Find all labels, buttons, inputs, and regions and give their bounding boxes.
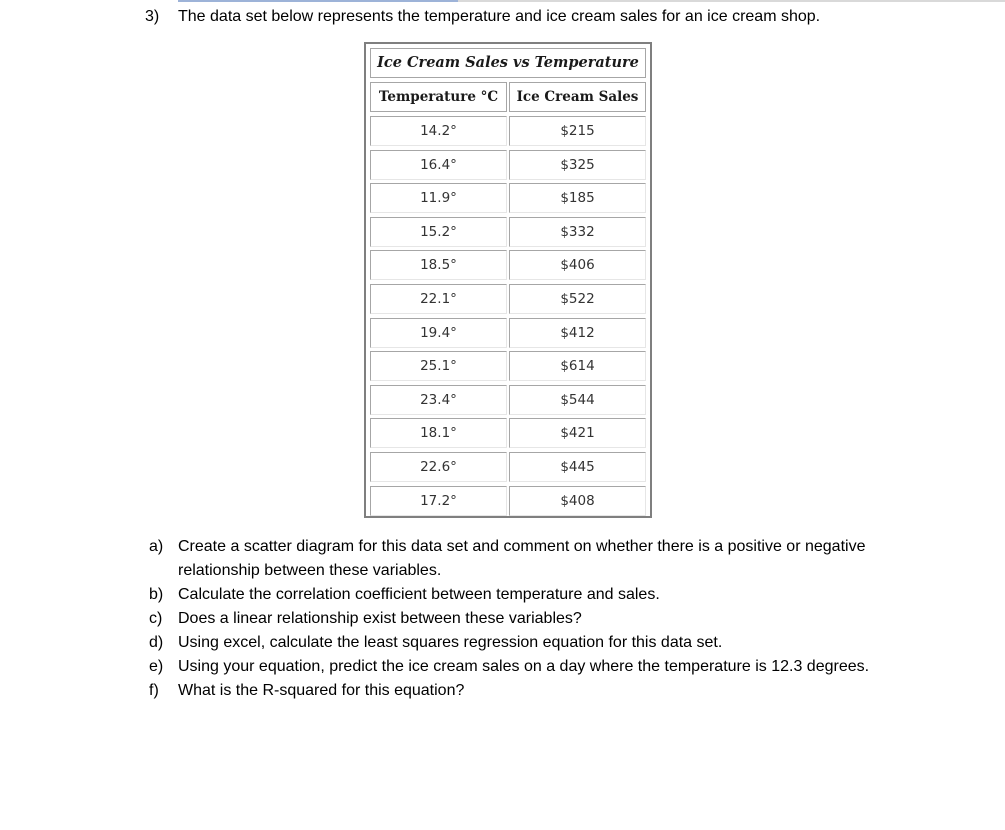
sales-cell: $421	[509, 418, 646, 448]
sales-cell: $325	[509, 150, 646, 180]
temperature-cell: 15.2°	[370, 217, 507, 247]
data-table	[364, 42, 652, 518]
subquestion-item	[149, 655, 909, 679]
table-row	[366, 450, 650, 484]
sales-cell: $215	[509, 116, 646, 146]
table-row	[366, 416, 650, 450]
question-number: 3)	[145, 8, 160, 25]
temperature-cell: 19.4°	[370, 318, 507, 348]
table-body	[366, 114, 650, 517]
subquestion-label: e)	[149, 658, 164, 675]
table-row	[366, 114, 650, 148]
subquestion-label: b)	[149, 586, 164, 603]
question-text: The data set below represents the temperature and ice cream sales for an ice cream shop.	[178, 8, 821, 25]
sales-cell: $185	[509, 183, 646, 213]
subquestion-item	[149, 583, 909, 607]
temperature-cell: 17.2°	[370, 486, 507, 516]
header-temperature: Temperature °C	[370, 82, 507, 112]
subquestion-text: Create a scatter diagram for this data set and comment on whether there is a positive or negative relationship between these variables.	[178, 538, 866, 579]
subquestion-text: Does a linear relationship exist between these variables?	[178, 610, 582, 627]
header-sales: Ice Cream Sales	[509, 82, 646, 112]
temperature-cell: 22.6°	[370, 452, 507, 482]
table-row	[366, 316, 650, 350]
temperature-cell: 18.1°	[370, 418, 507, 448]
subquestion-label: c)	[149, 610, 163, 627]
temperature-cell: 23.4°	[370, 385, 507, 415]
temperature-cell: 14.2°	[370, 116, 507, 146]
sales-cell: $522	[509, 284, 646, 314]
table-row	[366, 148, 650, 182]
sales-cell: $332	[509, 217, 646, 247]
sales-cell: $408	[509, 486, 646, 516]
subquestion-text: Calculate the correlation coefficient between temperature and sales.	[178, 586, 660, 603]
temperature-cell: 18.5°	[370, 250, 507, 280]
temperature-cell: 22.1°	[370, 284, 507, 314]
subquestion-item	[149, 535, 909, 583]
subquestion-text: Using your equation, predict the ice cream sales on a day where the temperature is 12.3 degrees.	[178, 658, 870, 675]
table-row	[366, 349, 650, 383]
table-row	[366, 282, 650, 316]
subquestion-item	[149, 607, 909, 631]
question-3	[145, 6, 820, 28]
table-caption: Ice Cream Sales vs Temperature	[370, 48, 646, 78]
table-row	[366, 215, 650, 249]
subquestion-label: a)	[149, 538, 164, 555]
subquestion-text: Using excel, calculate the least squares regression equation for this data set.	[178, 634, 723, 651]
subquestion-label: f)	[149, 682, 159, 699]
sales-cell: $544	[509, 385, 646, 415]
table-row	[366, 383, 650, 417]
temperature-cell: 16.4°	[370, 150, 507, 180]
subquestion-item	[149, 679, 909, 703]
sales-cell: $406	[509, 250, 646, 280]
sales-cell: $412	[509, 318, 646, 348]
top-rule-accent	[178, 0, 458, 2]
temperature-cell: 25.1°	[370, 351, 507, 381]
subquestion-item	[149, 631, 909, 655]
table-row	[366, 181, 650, 215]
temperature-cell: 11.9°	[370, 183, 507, 213]
subquestion-text: What is the R-squared for this equation?	[178, 682, 465, 699]
sales-cell: $614	[509, 351, 646, 381]
subquestion-label: d)	[149, 634, 164, 651]
table-row	[366, 484, 650, 518]
sales-cell: $445	[509, 452, 646, 482]
table-row	[366, 248, 650, 282]
subquestion-list	[149, 535, 909, 703]
